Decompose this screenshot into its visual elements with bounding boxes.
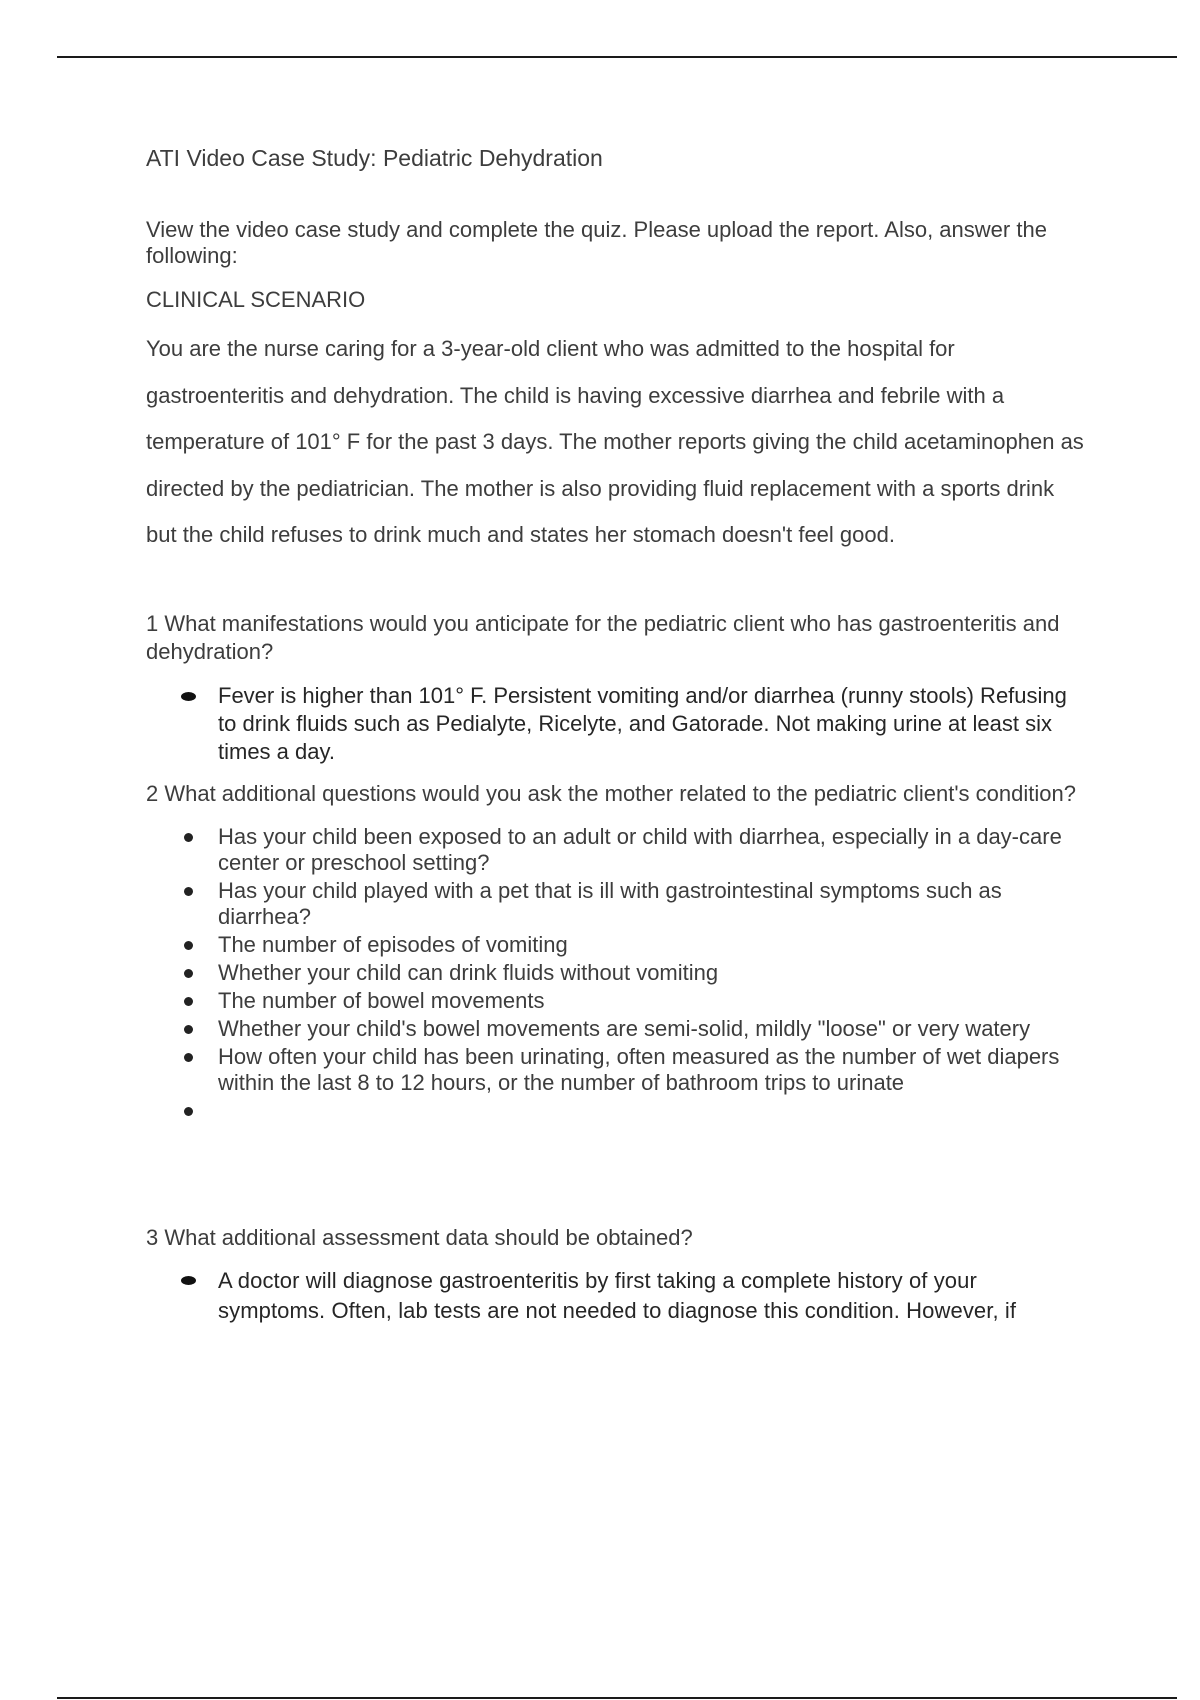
bullet-icon xyxy=(181,1276,196,1285)
question-2-answers xyxy=(146,824,1086,1124)
document-title: ATI Video Case Study: Pediatric Dehydration xyxy=(146,145,603,171)
intro-text: View the video case study and complete the quiz. Please upload the report. Also, answer the following: xyxy=(146,217,1047,268)
question-1-answers xyxy=(146,682,1086,766)
question-2: 2 What additional questions would you ask the mother related to the pediatric client's condition? xyxy=(146,780,1076,806)
bullet-icon xyxy=(184,1107,193,1116)
bullet-icon xyxy=(184,887,193,896)
list-item xyxy=(146,682,1086,766)
answer-text: A doctor will diagnose gastroenteritis by first taking a complete history of your symptoms. Often, lab tests are not needed to diagnose this condition. However, if xyxy=(218,1267,1017,1323)
bullet-icon xyxy=(184,941,193,950)
top-rule xyxy=(57,56,1177,58)
bullet-icon xyxy=(184,997,193,1006)
document-page xyxy=(146,143,1086,1326)
answer-text: Whether your child's bowel movements are semi-solid, mildly "loose" or very watery xyxy=(218,1015,1031,1041)
list-item-empty xyxy=(146,1098,1086,1124)
list-item xyxy=(146,1044,1086,1096)
answer-text: The number of bowel movements xyxy=(218,987,545,1013)
list-item xyxy=(146,932,1086,958)
list-item xyxy=(146,1266,1086,1326)
scenario-heading: CLINICAL SCENARIO xyxy=(146,287,366,312)
bullet-icon xyxy=(184,1053,193,1062)
answer-text: Fever is higher than 101° F. Persistent vomiting and/or diarrhea (runny stools) Refusing to drink fluids such as Pedialyte, Ricelyte, and Gatorade. Not making urine at least six times a day. xyxy=(218,682,1067,764)
bullet-icon xyxy=(184,1025,193,1034)
list-item xyxy=(146,988,1086,1014)
bullet-icon xyxy=(184,969,193,978)
list-item xyxy=(146,824,1086,876)
answer-text: The number of episodes of vomiting xyxy=(218,931,568,957)
answer-text: Has your child played with a pet that is ill with gastrointestinal symptoms such as diarrhea? xyxy=(218,877,1002,929)
list-item xyxy=(146,1016,1086,1042)
scenario-text: You are the nurse caring for a 3-year-old client who was admitted to the hospital for gastroenteritis and dehydration. The child is having excessive diarrhea and febrile with a temperature of 101° F for the past 3 days. The mother reports giving the child acetaminophen as directed by the pediatrician. The mother is also providing fluid replacement with a sports drink but the child refuses to drink much and states her stomach doesn't feel good. xyxy=(146,336,1084,547)
list-item xyxy=(146,960,1086,986)
question-1: 1 What manifestations would you anticipate for the pediatric client who has gastroenteritis and dehydration? xyxy=(146,610,1060,664)
answer-text: Has your child been exposed to an adult or child with diarrhea, especially in a day-care center or preschool setting? xyxy=(218,823,1062,875)
bullet-icon xyxy=(184,833,193,842)
bottom-rule xyxy=(57,1697,1177,1699)
answer-text: Whether your child can drink fluids without vomiting xyxy=(218,959,719,985)
question-3: 3 What additional assessment data should be obtained? xyxy=(146,1224,693,1250)
list-item xyxy=(146,878,1086,930)
bullet-icon xyxy=(181,692,196,701)
answer-text: How often your child has been urinating, often measured as the number of wet diapers within the last 8 to 12 hours, or the number of bathroom trips to urinate xyxy=(218,1043,1060,1095)
question-3-answers xyxy=(146,1266,1086,1326)
